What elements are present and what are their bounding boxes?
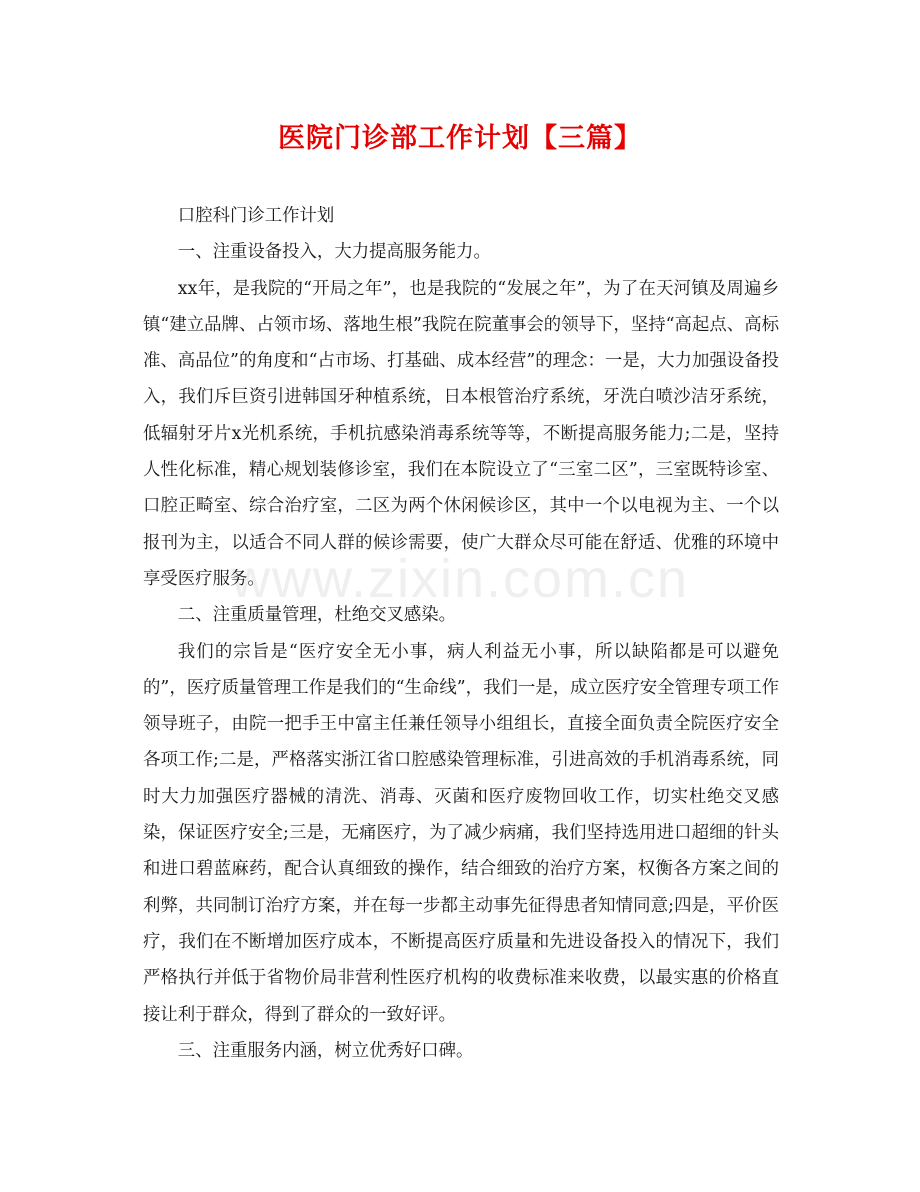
section-heading-oral-clinic: 口腔科门诊工作计划 bbox=[177, 206, 335, 226]
document-title: 医院门诊部工作计划【三篇】 bbox=[278, 123, 642, 154]
section-heading-equipment: 一、注重设备投入，大力提高服务能力。 bbox=[177, 242, 491, 263]
document-body bbox=[143, 198, 779, 1069]
watermark: www.zixin.com.cn bbox=[230, 549, 690, 609]
paragraph-quality: 我们的宗旨是“医疗安全无小事，病人利益无小事，所以缺陷都是可以避免的”，医疗质量管理工作是我们的“生命线”，我们一是，成立医疗安全管理专项工作领导班子，由院一把手王中富主任兼任领导小组组长，直接全面负责全院医疗安全各项工作;二是，严格落实浙江省口腔感染管理标准，引进高效的手机消毒系统，同时大力加强医疗器械的清洗、消毒、灭菌和医疗废物回收工作，切实杜绝交叉感染，保证医疗安全;三是，无痛医疗，为了减少病痛，我们坚持选用进口超细的针头和进口碧蓝麻药，配合认真细致的操作，结合细致的治疗方案，权衡各方案之间的利弊，共同制订治疗方案，并在每一步都主动事先征得患者知情同意;四是，平价医疗，我们在不断增加医疗成本，不断提高医疗质量和先进设备投入的情况下，我们严格执行并低于省物价局非营利性医疗机构的收费标准来收费，以最实惠的价格直接让利于群众，得到了群众的一致好评。 bbox=[143, 641, 779, 1025]
section-heading-quality: 二、注重质量管理，杜绝交叉感染。 bbox=[177, 605, 457, 626]
paragraph-equipment: xx年，是我院的“开局之年”，也是我院的“发展之年”，为了在天河镇及周遍乡镇“建立品牌、占领市场、落地生根”我院在院董事会的领导下，坚持“高起点、高标准、高品位”的角度和“占市场、打基础、成本经营”的理念：一是，大力加强设备投入，我们斥巨资引进韩国牙种植系统，日本根管治疗系统，牙洗白喷沙洁牙系统，低辐射牙片x光机系统，手机抗感染消毒系统等等，不断提高服务能力;二是，坚持人性化标准，精心规划装修诊室，我们在本院设立了“三室二区”，三室既特诊室、口腔正畸室、综合治疗室，二区为两个休闲候诊区，其中一个以电视为主、一个以报刊为主，以适合不同人群的候诊需要，使广大群众尽可能在舒适、优雅的环境中享受医疗服务。 bbox=[143, 278, 779, 589]
section-heading-service: 三、注重服务内涵，树立优秀好口碑。 bbox=[177, 1040, 474, 1061]
